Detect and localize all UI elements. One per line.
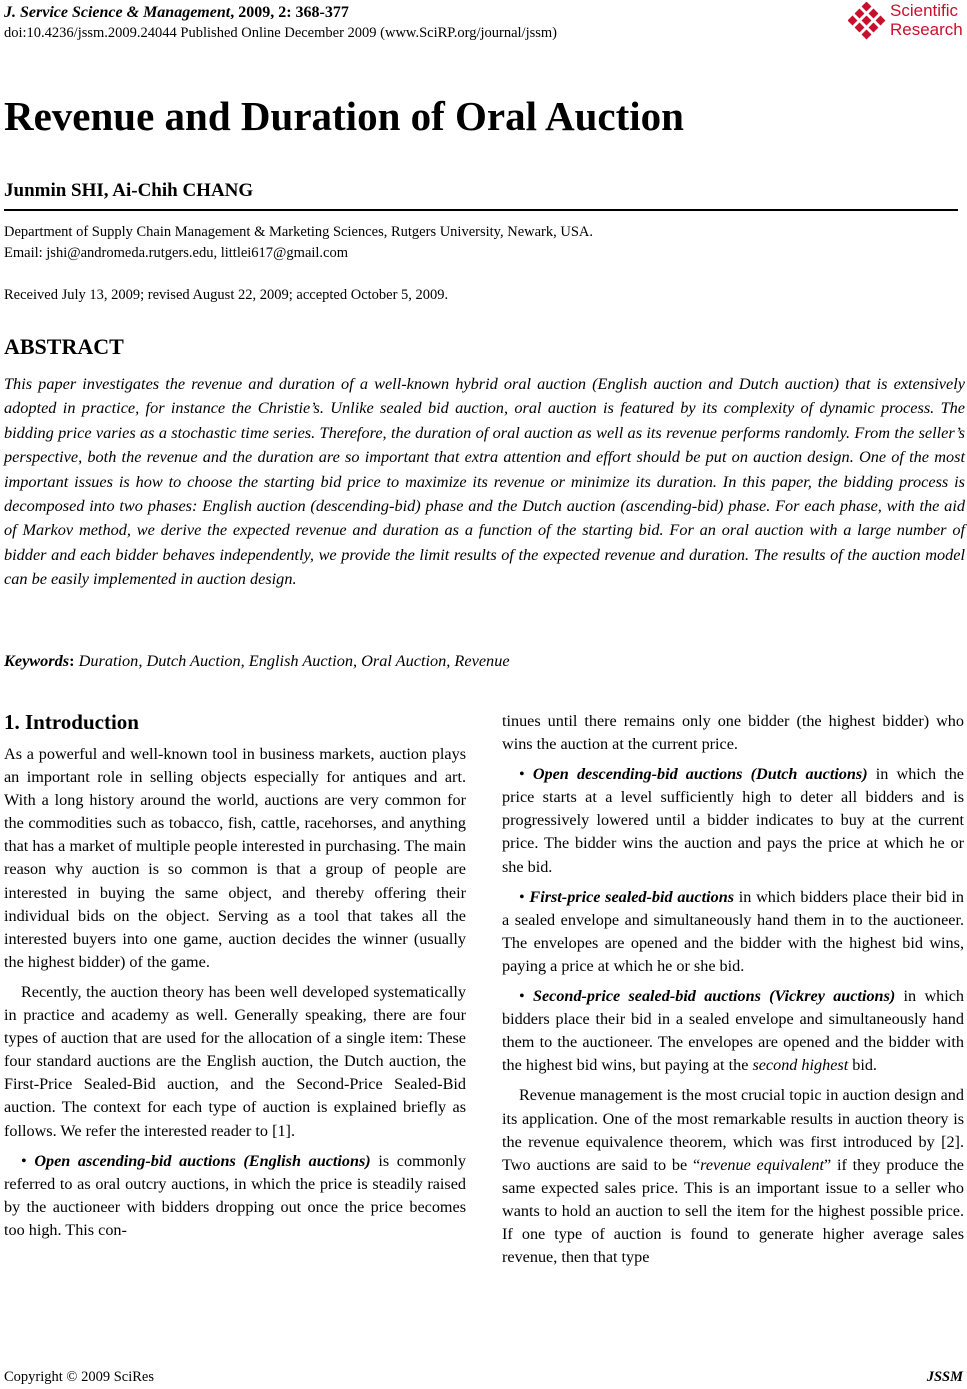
bullet-english-auction: • Open ascending-bid auctions (English auctions) is commonly referred to as oral outcry auctions, in which the price is steadily raised by the auctioneer with bidders dropping out once the price becomes too high. This con- [4,1151,466,1239]
paper-title: Revenue and Duration of Oral Auction [4,93,684,139]
keywords-value: Duration, Dutch Auction, English Auction, Oral Auction, Revenue [74,651,510,670]
paragraph-text: ” if they produce the same expected sales price. This is an important issue to a seller who wants to hold an auction to sell the item for the highest possible price. If one type of auction is found to generate higher average sales revenue, then that type [502,1155,964,1267]
footer-copyright: Copyright © 2009 SciRes [4,1369,154,1385]
bullet-dutch-auction: • Open descending-bid auctions (Dutch auctions) in which the price starts at a level sufficiently high to deter all bidders and is progressively lowered until a bidder indicates to buy at the current price. The bidder wins the auction and pays the price at which he or she bid. [502,765,964,876]
logo-text-line2: Research [890,20,963,39]
keywords [4,651,510,671]
bullet-text: in which bidders place their bid in a sealed envelope and simultaneously hand them in to the auctioneer. The envelopes are opened and the bidder with the highest bid wins, paying a price at which he or she bid. [502,887,964,975]
bullet-second-price: • Second-price sealed-bid auctions (Vickrey auctions) in which bidders place their bid in a sealed envelope and simultaneously hand them to the auctioneer. The envelopes are opened and the bidder with the highest bid wins, but paying at the second highest bid. [502,987,964,1075]
publisher-logo-icon [848,2,886,42]
paper-authors: Junmin SHI, Ai-Chih CHANG [4,180,254,201]
received-dates: Received July 13, 2009; revised August 22, 2009; accepted October 5, 2009. [4,287,449,303]
bullet-english-continued: tinues until there remains only one bidder (the highest bidder) who wins the auction at the current price. [502,712,964,754]
keywords-label: Keywords [4,651,70,670]
bullet-end: bid. [848,1056,877,1075]
abstract-text: This paper investigates the revenue and duration of a well-known hybrid oral auction (English auction and Dutch auction) that is extensively adopted in practice, for instance the Christie’s. Unlike sealed bid auction, oral auction is featured by its complexity of dynamic process. The bidding price varies as a stochastic time series. Therefore, the duration of oral auction as well as its revenue performs randomly. From the seller’s perspective, both the revenue and the duration are so important that extra attention and effort should be put on auction design. One of the most important issues is how to choose the starting bid price to maximize its revenue or minimize its duration. In this paper, the bidding process is decomposed into two phases: English auction (descending-bid) phase and the Dutch auction (ascending-bid) phase. For each phase, with the aid of Markov method, we derive the expected revenue and duration as a function of the starting bid. For an oral auction with a large number of bidder and each bidder behaves independently, we provide the limit results of the expected revenue and duration. The results of the auction model can be easily implemented in auction design. [4,374,965,589]
bullet-text: is commonly referred to as oral outcry auctions, in which the price is steadily raised by the auctioneer with bidders dropping out once the price becomes too high. This con- [4,1151,466,1239]
emphasis: second highest [752,1056,849,1075]
publisher-logo [848,0,966,44]
keywords-colon: : [69,651,75,670]
journal-citation [4,4,349,22]
paragraph-text: Revenue management is the most crucial topic in auction design and its application. One of the most remarkable results in auction theory is the revenue equivalence theorem, which was first introduced by [2]. Two auctions are said to be “ [502,1086,964,1174]
email-line: Email: jshi@andromeda.rutgers.edu, littlei617@gmail.com [4,245,349,261]
journal-name: J. Service Science & Management [4,4,231,21]
logo-text-line1: Scientific [890,1,959,20]
bullet-title: Open descending-bid auctions (Dutch auctions) [532,765,868,784]
journal-volume: , 2009, 2: 368-377 [230,4,349,21]
bullet-first-price: • First-price sealed-bid auctions in which bidders place their bid in a sealed envelope and simultaneously hand them in to the auctioneer. The envelopes are opened and the bidder with the highest bid wins, paying a price at which he or she bid. [502,887,964,975]
left-column [4,710,466,1350]
doi-line: doi:10.4236/jssm.2009.24044 Published Online December 2009 (www.SciRP.org/journal/jssm) [4,25,557,41]
emphasis: revenue equivalent [700,1155,824,1174]
section-heading: 1. Introduction [4,710,139,734]
intro-paragraph-1: As a powerful and well-known tool in business markets, auction plays an important role in selling objects especially for antiques and art. With a long history around the world, auctions are very common for the commodities such as tobacco, fish, cattle, racehorses, and anything that has a market of multiple people interested in purchasing. The main reason why auction is so common is that a group of people are interested in buying the same object, and thereby offering their individual bids on the object. Serving as a tool that takes all the interested buyers into one game, auction decides the winner (usually the highest bidder) of the game. [4,745,466,971]
header-divider [4,209,958,211]
affiliation: Department of Supply Chain Management & Marketing Sciences, Rutgers University, Newark, USA. [4,224,594,240]
intro-paragraph-3 [502,1084,964,1269]
right-column [502,710,964,1350]
bullet-text: in which the price starts at a level sufficiently high to deter all bidders and is progressively lowered until a bidder indicates to buy at the current price. The bidder wins the auction and pays the price at which he or she bid. [502,765,964,876]
bullet-title: Open ascending-bid auctions (English auctions) [34,1151,371,1170]
abstract-heading: ABSTRACT [4,334,124,359]
bullet-title: Second-price sealed-bid auctions (Vickrey auctions) [532,987,896,1006]
bullet-title: First-price sealed-bid auctions [529,887,735,906]
bullet-text: in which bidders place their bid in a sealed envelope and simultaneously hand them to the auctioneer. The envelopes are opened and the bidder with the highest bid wins, but paying at the [502,987,964,1075]
intro-paragraph-2: Recently, the auction theory has been well developed systematically in practice and academy as well. Generally speaking, there are four types of auction that are used for the allocation of a single item: These four standard auctions are the English auction, the Dutch auction, the First-Price Sealed-Bid auction, and the Second-Price Sealed-Bid auction. The context for each type of auction is explained briefly as follows. We refer the interested reader to [1]. [4,982,466,1140]
footer-journal: JSSM [926,1369,963,1385]
